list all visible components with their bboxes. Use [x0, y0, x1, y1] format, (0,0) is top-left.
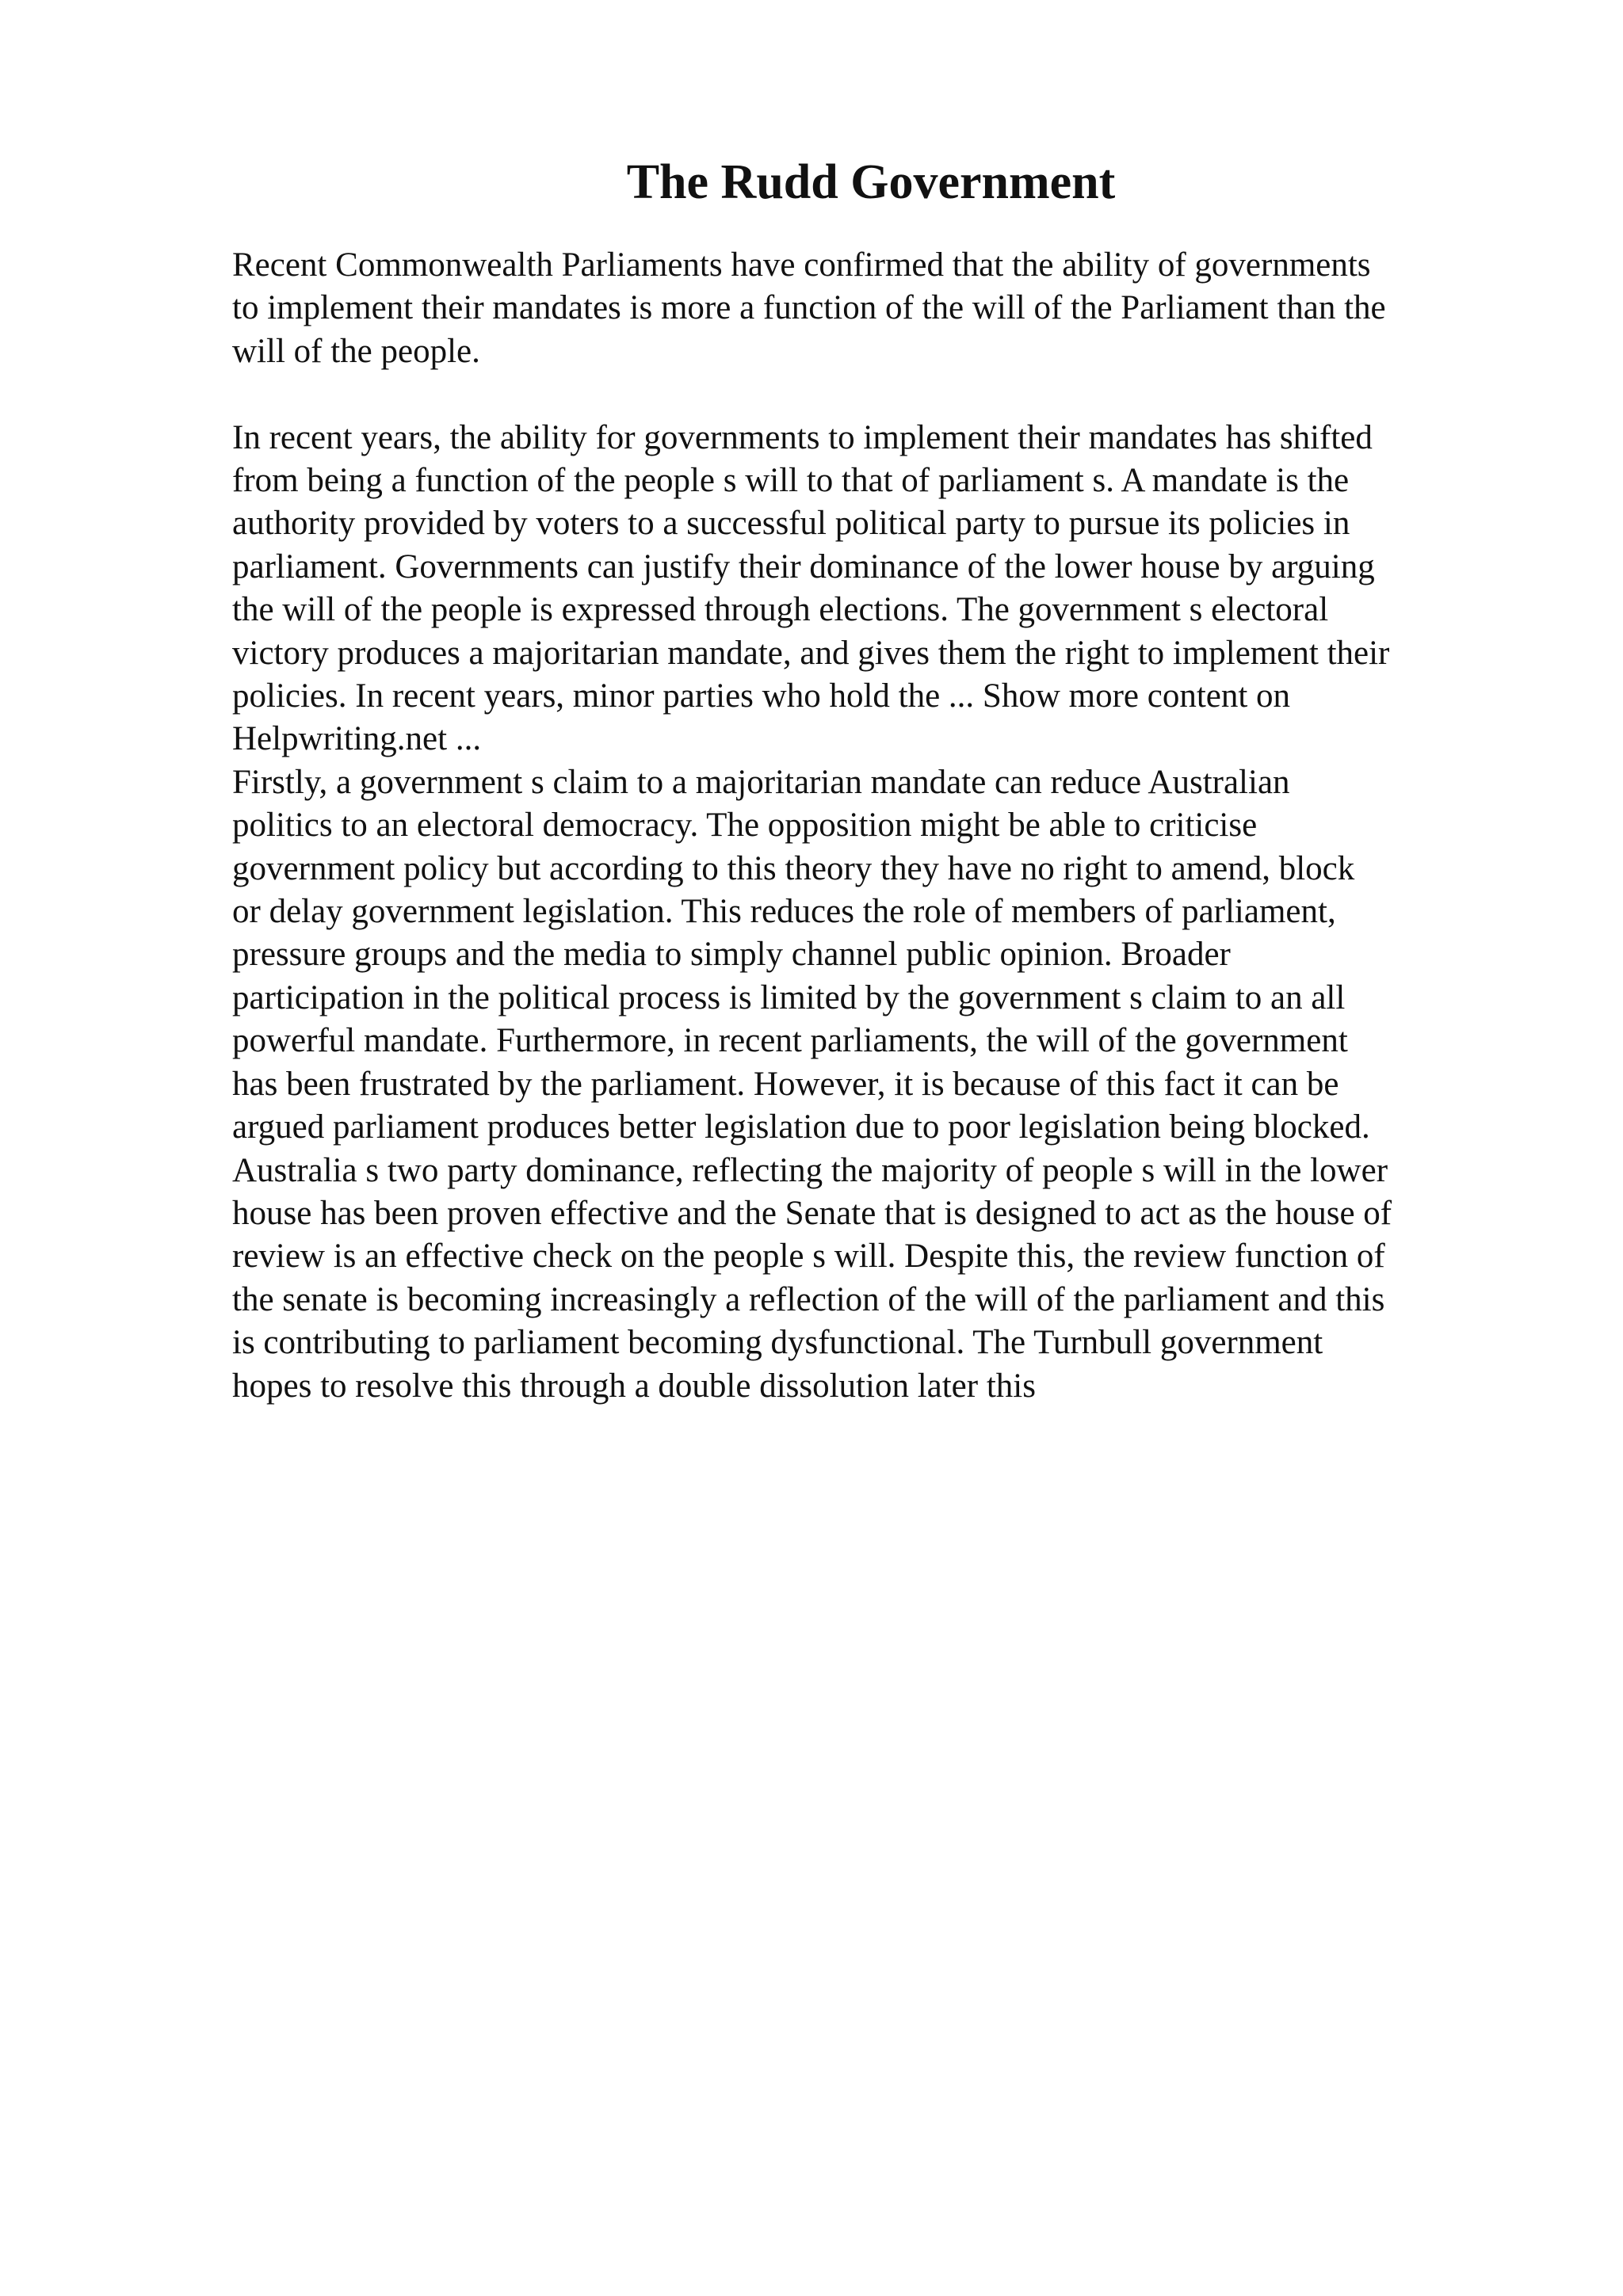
paragraph-intro	[232, 244, 1516, 373]
text-line: pressure groups and the media to simply channel public opinion. Broader	[232, 936, 1231, 974]
text-line: from being a function of the people s will to that of parliament s. A mandate is the	[232, 462, 1350, 500]
text-line: politics to an electoral democracy. The opposition might be able to criticise	[232, 807, 1258, 845]
text-line: argued parliament produces better legislation due to poor legislation being blocked.	[232, 1108, 1370, 1146]
paragraph-spacer	[232, 373, 1516, 416]
text-line: hopes to resolve this through a double dissolution later this	[232, 1367, 1036, 1405]
text-line: review is an effective check on the people s will. Despite this, the review function of	[232, 1238, 1385, 1276]
text-line: victory produces a majoritarian mandate, and gives them the right to implement their	[232, 634, 1390, 672]
text-line: has been frustrated by the parliament. However, it is because of this fact it can be	[232, 1065, 1339, 1103]
text-line: Helpwriting.net ...	[232, 720, 482, 758]
text-line: the will of the people is expressed through elections. The government s electoral	[232, 591, 1329, 629]
text-line: government policy but according to this theory they have no right to amend, block	[232, 849, 1355, 887]
text-line: authority provided by voters to a successful political party to pursue its policies in	[232, 505, 1350, 543]
text-line: is contributing to parliament becoming dysfunctional. The Turnbull government	[232, 1324, 1323, 1362]
text-line: Firstly, a government s claim to a majoritarian mandate can reduce Australian	[232, 763, 1290, 801]
document-body	[232, 244, 1516, 1408]
text-line: Australia s two party dominance, reflecting the majority of people s will in the lower	[232, 1151, 1388, 1189]
paragraph-firstly	[232, 761, 1516, 1408]
text-line: powerful mandate. Furthermore, in recent parliaments, the will of the government	[232, 1022, 1348, 1060]
text-line: In recent years, the ability for governments to implement their mandates has shifted	[232, 418, 1373, 456]
text-line: policies. In recent years, minor parties who hold the ... Show more content on	[232, 677, 1291, 715]
text-line: house has been proven effective and the Senate that is designed to act as the house of	[232, 1194, 1392, 1232]
text-line: or delay government legislation. This reduces the role of members of parliament,	[232, 893, 1336, 931]
text-line: Recent Commonwealth Parliaments have confirmed that the ability of governments	[232, 246, 1371, 284]
document-title: The Rudd Government	[626, 155, 1116, 209]
text-line: participation in the political process is limited by the government s claim to an all	[232, 978, 1346, 1016]
text-line: the senate is becoming increasingly a reflection of the will of the parliament and this	[232, 1280, 1385, 1318]
text-line: to implement their mandates is more a function of the will of the Parliament than the	[232, 289, 1386, 327]
paragraph-mandate	[232, 417, 1516, 761]
text-line: will of the people.	[232, 332, 480, 370]
text-line: parliament. Governments can justify their dominance of the lower house by arguing	[232, 547, 1375, 585]
